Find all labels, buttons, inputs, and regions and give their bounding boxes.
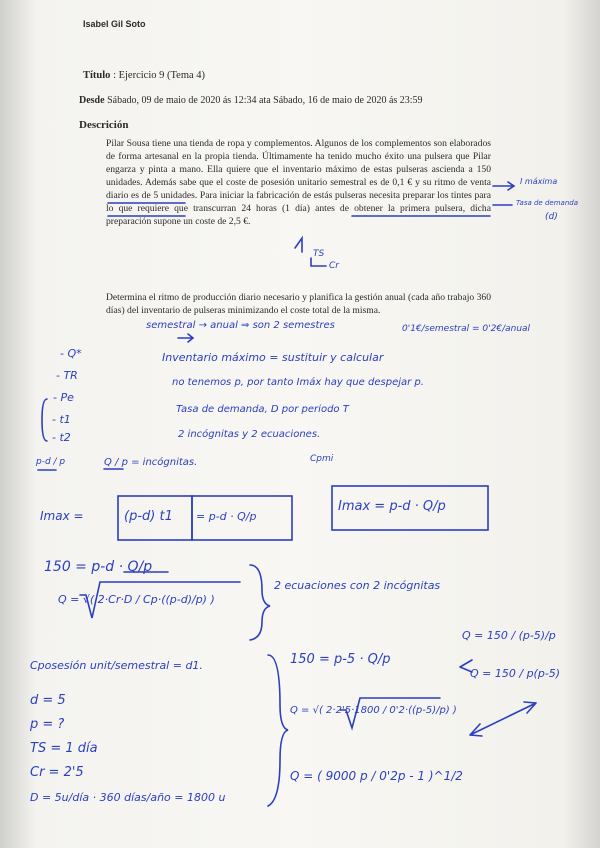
value-D: D = 5u/día · 360 días/año = 1800 u xyxy=(30,791,226,804)
value-ts: TS = 1 día xyxy=(30,741,98,756)
equation-q-sqrt: Q = √( 2·Cr·D / Cp·((p-d)/p) ) xyxy=(58,593,215,606)
dates-value: Sábado, 09 de maio de 2020 ás 12:34 ata Sábado, 16 de maio de 2020 ás 23:59 xyxy=(107,95,423,106)
note-demand-rate: Tasa de demanda, D por periodo T xyxy=(176,404,349,415)
title-value: : Ejercicio 9 (Tema 4) xyxy=(113,70,206,81)
note-no-p: no tenemos p, por tanto Imáx hay que despejar p. xyxy=(172,377,424,388)
note-demand-d: (d) xyxy=(545,212,558,222)
list-t1: - t1 xyxy=(52,413,71,426)
note-two-equations: 2 ecuaciones con 2 incógnitas xyxy=(274,579,441,592)
equation-q150-b: Q = 150 / p(p-5) xyxy=(470,667,561,680)
note-ts: TS xyxy=(313,249,325,259)
statement-paragraph-1: Pilar Sousa tiene una tienda de ropa y complementos. Algunos de los complementos son elaborados de forma artesanal en la propia tienda. Últimamente ha tenido mucho éxito una pulsera que Pilar engarza y pinta a mano. Ella quiere que el inventario máximo de estas pulseras ascienda a 150 unidades. Además sabe que el coste de posesión unitario semestral es de 0,1 € y su ritmo de venta diario es de 5 unidades. Para iniciar la fabricación de estás pulseras necesita preparar los tintes para lo que requiere que transcurran 24 horas (1 día) antes de obtener la primera pulsera, dicha preparación supone un coste de 2,5 €. xyxy=(106,138,491,227)
value-cr: Cr = 2'5 xyxy=(30,765,84,780)
imax-lhs: Imax = xyxy=(40,509,84,523)
value-p: p = ? xyxy=(30,717,65,732)
list-pe: - Pe xyxy=(53,391,74,404)
equation-150-p5: 150 = p-5 · Q/p xyxy=(290,652,391,667)
statement-paragraph-2: Determina el ritmo de producción diario necesario y planifica la gestión anual (cada año trabajo 360 días) del inventario de pulseras minimizando el coste total de la misma. xyxy=(106,292,491,316)
equation-q150: Q = 150 / (p-5)/p xyxy=(462,629,556,642)
imax-rhs: = p-d · Q/p xyxy=(196,510,257,523)
list-q: - Q* xyxy=(60,347,82,360)
note-cr: Cr xyxy=(329,261,339,271)
note-two-unknowns: 2 incógnitas y 2 ecuaciones. xyxy=(178,429,321,440)
imax-middle: (p-d) t1 xyxy=(124,509,173,524)
equation-q-power: Q = ( 9000 p / 0'2p - 1 )^1/2 xyxy=(290,769,463,783)
list-t2: - t2 xyxy=(52,431,71,444)
section-heading: Descrición xyxy=(79,119,129,131)
note-cost-conversion: 0'1€/semestral = 0'2€/anual xyxy=(402,324,531,334)
equation-q-sqrt-2: Q = √( 2·2'5·1800 / 0'2·((p-5)/p) ) xyxy=(290,705,457,716)
fraction-pd-over-p: p-d / p xyxy=(36,457,66,467)
note-semestral: semestral → anual ⇒ son 2 semestres xyxy=(146,320,335,331)
note-imax-side: I máxima xyxy=(520,177,558,186)
title-label: Título xyxy=(83,70,111,81)
equation-150: 150 = p-d · Q/p xyxy=(44,559,153,575)
dates-label: Desde xyxy=(79,95,105,106)
author-name: Isabel Gil Soto xyxy=(83,19,146,29)
note-inventory: Inventario máximo = sustituir y calcular xyxy=(162,351,384,364)
list-tr: - TR xyxy=(56,369,78,382)
cposesion: Cposesión unit/semestral = d1. xyxy=(30,659,203,672)
note-cpmi: Cpmi xyxy=(310,454,334,464)
note-demand-side: Tasa de demanda xyxy=(516,199,578,207)
value-d: d = 5 xyxy=(30,693,66,708)
note-q-over-p: Q / p = incógnitas. xyxy=(104,457,198,468)
imax-boxed-formula: Imax = p-d · Q/p xyxy=(338,499,446,514)
